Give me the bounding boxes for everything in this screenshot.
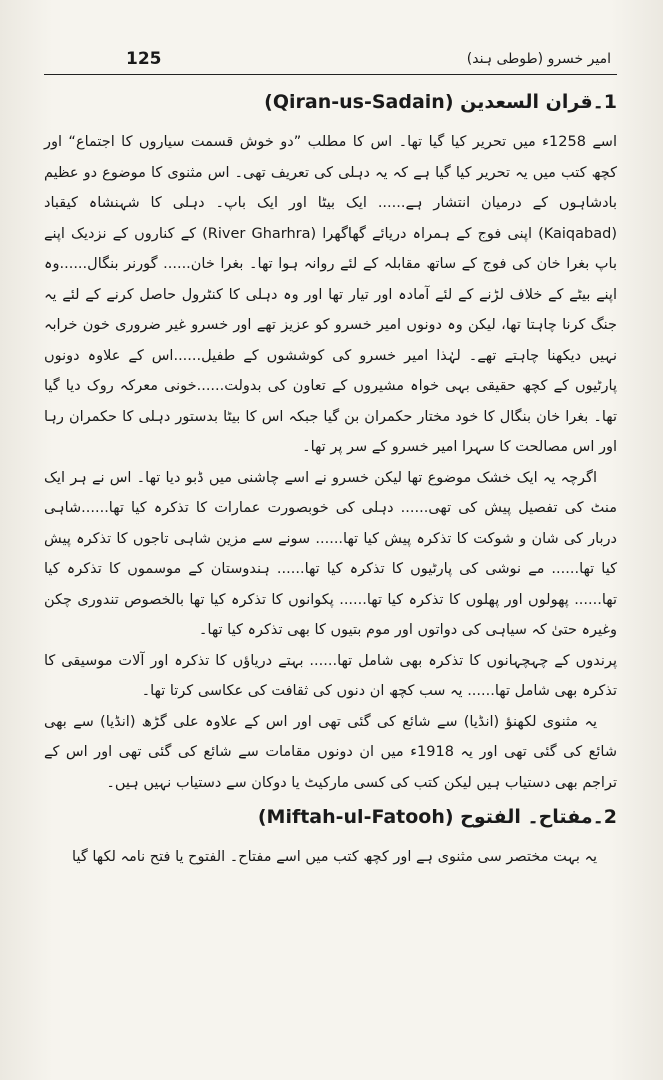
paragraph: یہ مثنوی لکھنؤ (انڈیا) سے شائع کی گئی تھی اور اس کے علاوہ علی گڑھ (انڈیا) سے بھی شائع کی گئی تھی اور یہ 1918ء میں ان دونوں مقامات سے شائع کی گئی تھی اور اس کے تراجم بھی دستیاب ہیں لیکن کتب کی کسی مارکیٹ یا دوکان سے دستیاب نہیں ہیں۔ xyxy=(44,713,617,791)
section-heading-miftah-ul-fatooh: 2۔مفتاح۔ الفتوح (Miftah-ul-Fatooh) xyxy=(257,806,617,828)
page-header xyxy=(44,50,617,74)
paragraph: پرندوں کے چہچہانوں کا تذکرہ بھی شامل تھا...... بہتے دریاؤں کا تذکرہ اور آلات موسیقی کا تذکرہ بھی شامل تھا...... یہ سب کچھ ان دنوں کی ثقافت کی عکاسی کرتا تھا۔ xyxy=(44,652,617,699)
running-head: امیر خسرو (طوطی ہند) xyxy=(466,51,611,67)
paragraph: اگرچہ یہ ایک خشک موضوع تھا لیکن خسرو نے اسے چاشنی میں ڈبو دیا تھا۔ اس نے ہر ایک منٹ کی تفصیل پیش کی تھی...... دہلی کی خوبصورت عمارات کا تذکرہ کیا تھا......شاہی دربار کی شان و شوکت کا تذکرہ پیش کیا تھا...... سونے سے مزین شاہی تاجوں کا تذکرہ پیش کیا تھا...... مے نوشی کی پارٹیوں کا تذکرہ کیا تھا...... ہندوستان کے موسموں کا تذکرہ کیا تھا...... پھولوں اور پھلوں کا تذکرہ کیا تھا...... پکوانوں کا تذکرہ کیا تھا بالخصوص تندوری چکن وغیرہ حتیٰ کہ سیاہی کی دواتوں اور موم بتیوں کا بھی تذکرہ کیا تھا۔ xyxy=(44,469,617,638)
section-heading-qiran-us-sadain: 1۔قران السعدین (Qiran-us-Sadain) xyxy=(264,91,617,113)
page-number: 125 xyxy=(126,49,162,69)
header-rule xyxy=(44,74,617,75)
page-content xyxy=(44,89,617,873)
paragraph: یہ بہت مختصر سی مثنوی ہے اور کچھ کتب میں اسے مفتاح۔ الفتوح یا فتح نامہ لکھا گیا xyxy=(72,849,597,865)
paragraph: اسے 1258ء میں تحریر کیا گیا تھا۔ اس کا مطلب ”دو خوش قسمت سیاروں کا اجتماع“ اور کچھ کتب میں یہ تحریر کیا گیا ہے کہ یہ دہلی کی تعریف تھی۔ اس مثنوی کا موضوع دو عظیم بادشاہوں کے درمیان انتشار ہے...... ایک بیٹا اور ایک باپ۔ دہلی کا شہنشاہ کیقباد (Kaiqabad) اپنی فوج کے ہمراہ دریائے گھاگھرا (River Gharhra) کے کناروں کے نزدیک اپنے باپ بغرا خان کی فوج کے ساتھ مقابلہ کے لئے روانہ ہوا تھا۔ بغرا خان...... گورنر بنگال......وہ اپنے بیٹے کے خلاف لڑنے کے لئے آمادہ اور تیار تھا اور وہ دہلی کا کنٹرول حاصل کرنے کے لئے یہ جنگ کرنا چاہتا تھا، لیکن وہ دونوں امیر خسرو کو عزیز تھے اور خسرو غیر ضروری خون خرابہ نہیں دیکھنا چاہتے تھے۔ لہٰذا امیر خسرو کی کوششوں کے طفیل......اس کے علاوہ دونوں پارٹیوں کے کچھ حقیقی بہی خواہ مشیروں کے تعاون کی بدولت......خونی معرکہ روک دیا گیا تھا۔ بغرا خان بنگال کا خود مختار حکمران بن گیا جبکہ اس کا بیٹا بدستور دہلی کا حکمران رہا اور اس مصالحت کا سہرا امیر خسرو کے سر پر تھا۔ xyxy=(44,134,617,455)
